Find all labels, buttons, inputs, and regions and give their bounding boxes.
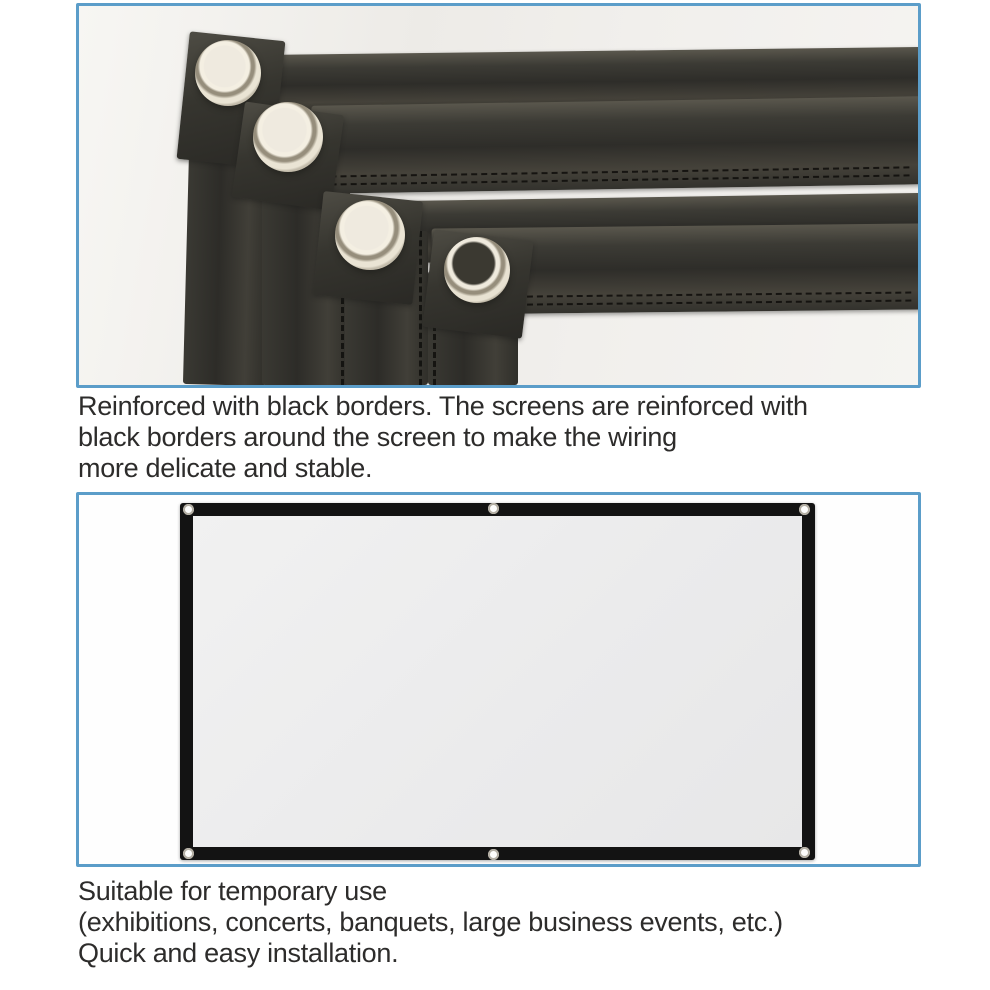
braided-seam (419, 231, 422, 385)
caption-line: Quick and easy installation. (78, 938, 399, 968)
caption-line: Reinforced with black borders. The screens are reinforced with (78, 391, 808, 421)
temporary-use-caption (78, 876, 938, 969)
caption-line: Suitable for temporary use (78, 876, 387, 906)
white-fabric-background (79, 6, 918, 385)
grommet (183, 504, 194, 515)
projection-screen-photo (76, 492, 921, 867)
grommet (183, 848, 194, 859)
projection-screen (180, 503, 815, 860)
reinforced-caption (78, 391, 938, 484)
grommet (253, 102, 323, 172)
grommet (335, 200, 405, 270)
caption-line: more delicate and stable. (78, 453, 373, 483)
grommet-detail-photo (76, 3, 921, 388)
black-border-strap-2 (311, 96, 921, 194)
caption-line: (exhibitions, concerts, banquets, large business events, etc.) (78, 907, 783, 937)
caption-line: black borders around the screen to make the wiring (78, 422, 677, 452)
grommet (195, 40, 261, 106)
grommet (799, 504, 810, 515)
screen-surface (193, 516, 802, 847)
grommet (444, 237, 510, 303)
grommet (488, 849, 499, 860)
photo-background (79, 495, 918, 864)
grommet (799, 847, 810, 858)
grommet (488, 503, 499, 514)
